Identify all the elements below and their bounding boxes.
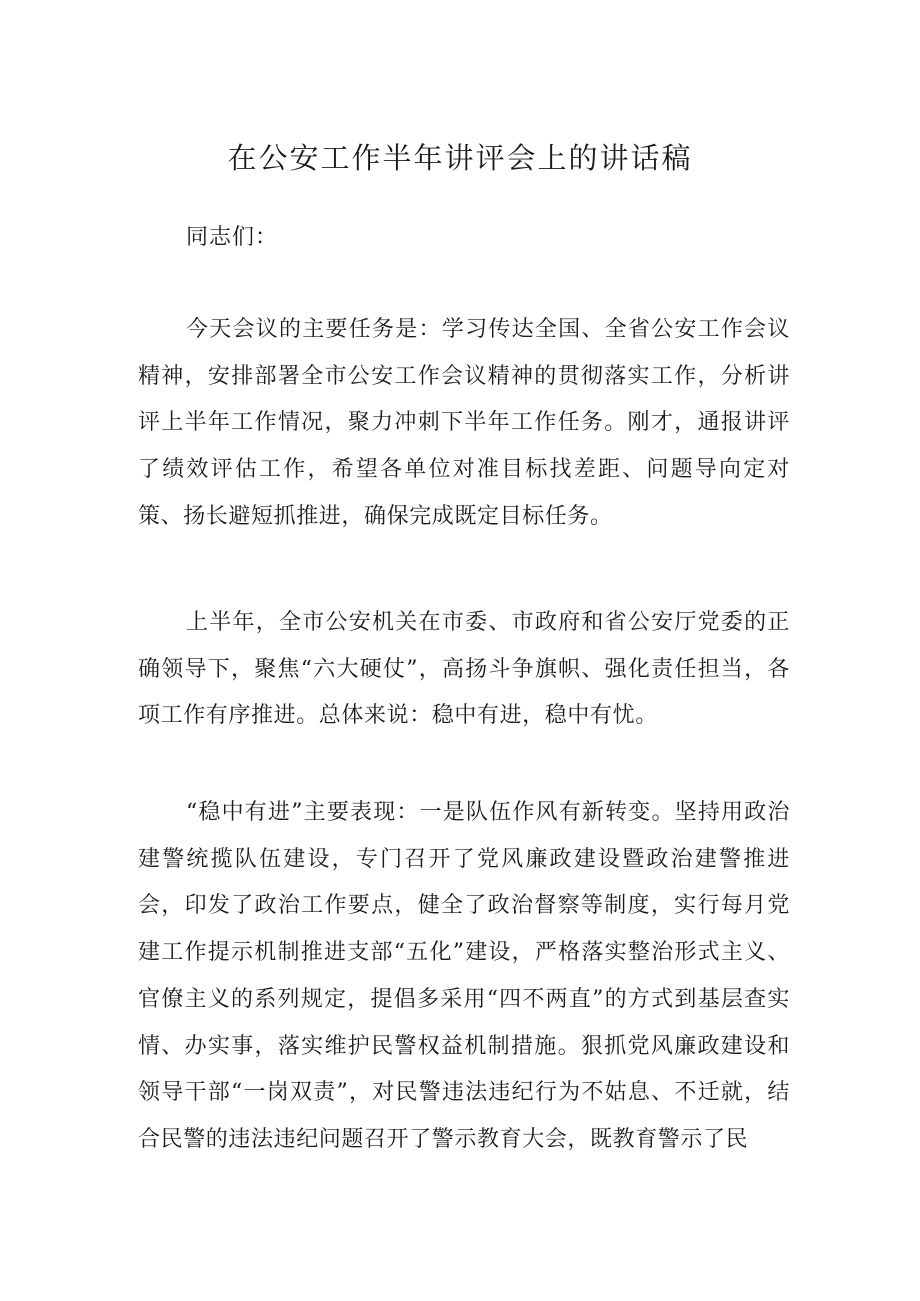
paragraph-meeting-tasks: 今天会议的主要任务是：学习传达全国、全省公安工作会议精神，安排部署全市公安工作会议精神的贯彻落实工作，分析讲评上半年工作情况，聚力冲刺下半年工作任务。刚才，通报讲评了绩效评估工作，希望各单位对准目标找差距、问题导向定对策、扬长避短抓推进，确保完成既定目标任务。 — [138, 317, 790, 529]
salutation: 同志们： — [186, 225, 279, 250]
document-title: 在公安工作半年讲评会上的讲话稿 — [227, 141, 693, 175]
paragraph-first-half-summary: 上半年，全市公安机关在市委、市政府和省公安厅党委的正确领导下，聚焦“六大硬仗”，高扬斗争旗帜、强化责任担当，各项工作有序推进。总体来说：稳中有进，稳中有忧。 — [138, 610, 790, 729]
paragraph-progress-details: “稳中有进”主要表现：一是队伍作风有新转变。坚持用政治建警统揽队伍建设，专门召开了党风廉政建设暨政治建警推进会，印发了政治工作要点，健全了政治督察等制度，实行每月党建工作提示机制推进支部“五化”建设，严格落实整治形式主义、官僚主义的系列规定，提倡多采用“四不两直”的方式到基层查实情、办实事，落实维护民警权益机制措施。狠抓党风廉政建设和领导干部“一岗双责”，对民警违法违纪行为不姑息、不迁就，结合民警的违法违纪问题召开了警示教育大会，既教育警示了民 — [138, 800, 790, 1152]
